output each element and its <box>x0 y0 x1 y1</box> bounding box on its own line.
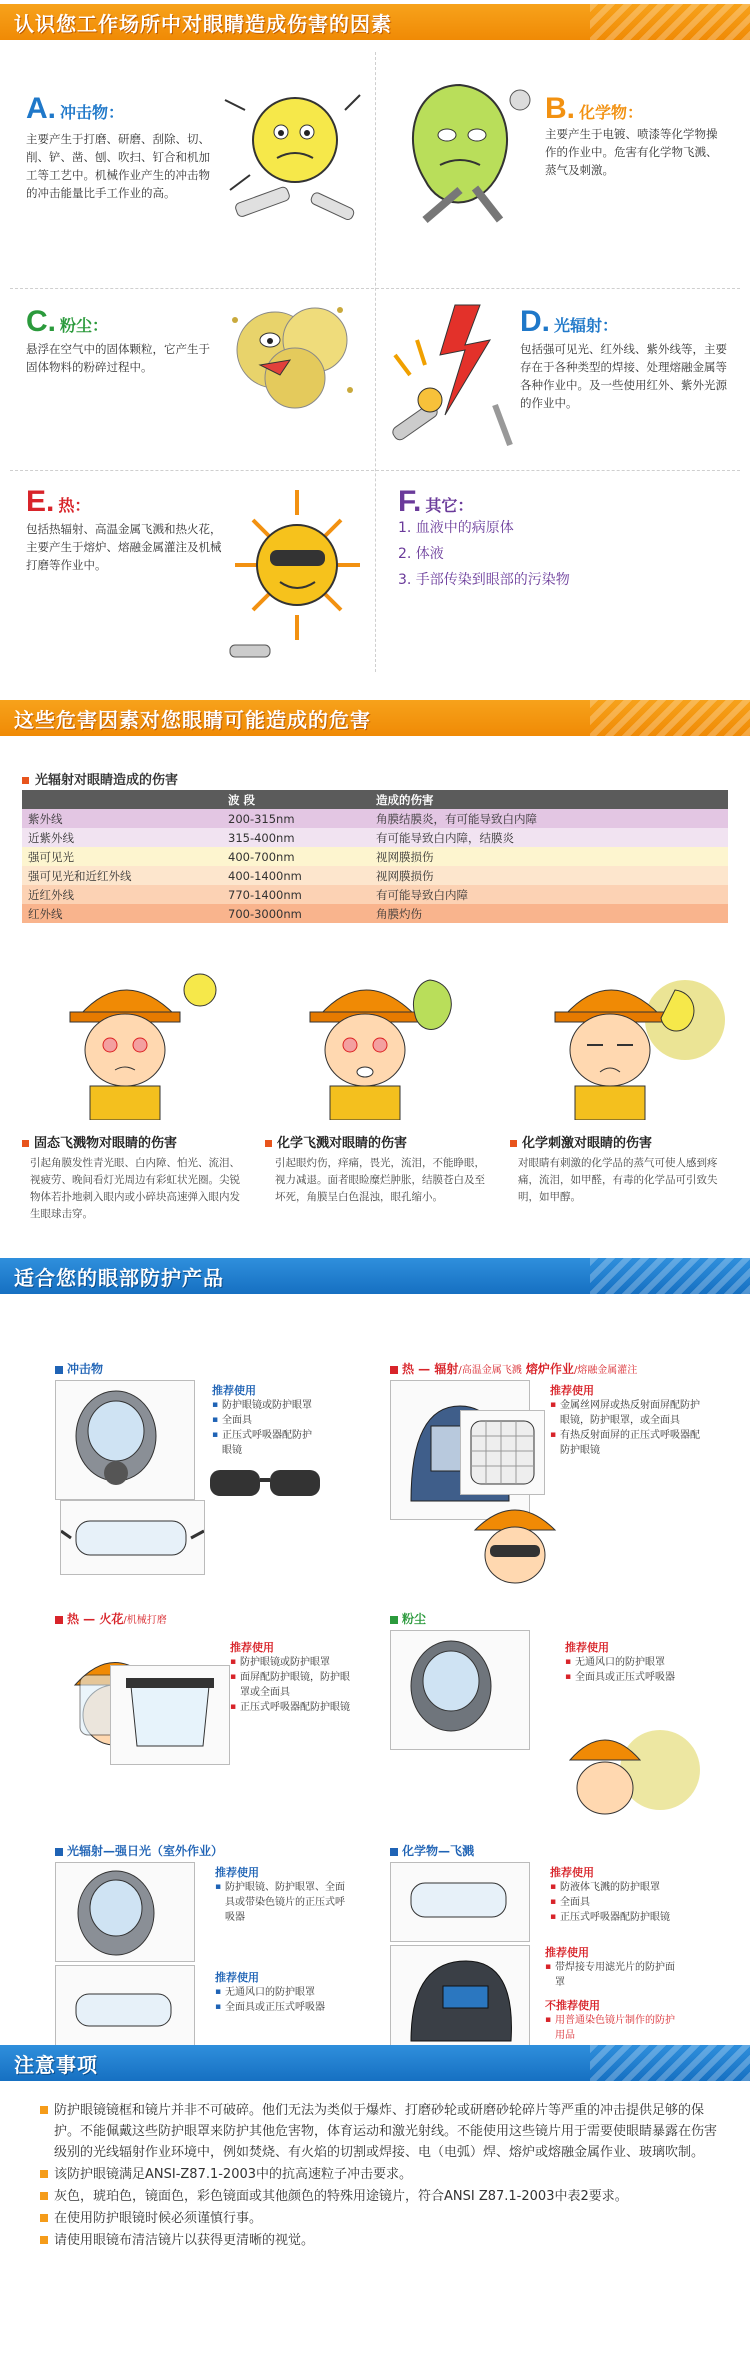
grid-divider <box>10 288 740 289</box>
product-glare-title: 光辐射—强日光（室外作业） <box>55 1842 223 1859</box>
worker-dust-icon <box>550 1710 700 1830</box>
product-heat-spark-title: 热 — 火花/机械打磨 <box>55 1610 167 1627</box>
product-dust-rec: 推荐使用 ▪ 无通风口的防护眼罩 ▪ 全面具或正压式呼吸器 <box>565 1640 705 1685</box>
notes-list <box>40 2100 720 2252</box>
product-glare-image-2 <box>55 1965 195 2055</box>
section4-banner <box>0 2045 750 2081</box>
table-cell: 视网膜损伤 <box>376 868 434 883</box>
table-cell: 强可见光和近红外线 <box>28 868 132 883</box>
injury-3-title: 化学刺激对眼睛的伤害 <box>510 1132 652 1151</box>
product-chem-image <box>390 1862 530 1942</box>
injury-3-desc: 对眼睛有刺激的化学品的蒸气可使人感到疼痛，流泪，如甲醛，有毒的化学品可引致失明，如甲醇。 <box>518 1157 718 1203</box>
worker-chemical-irritant-icon <box>525 960 725 1120</box>
table-row <box>22 904 728 923</box>
worker-chemical-icon <box>280 960 470 1120</box>
list-item: 请使用眼镜布清洁镜片以获得更清晰的视觉。 <box>40 2230 720 2251</box>
col-harm: 造成的伤害 <box>376 792 434 807</box>
product-heat-radiation-rec: 推荐使用 ▪ 金属丝网屏或热反射面屏配防护眼镜，防护眼罩，或全面具 ▪ 有热反射面屏的正压式呼吸器配防护眼镜 <box>550 1383 700 1458</box>
section2-banner <box>0 700 750 736</box>
injury-1-desc: 引起角膜发性青光眼、白内障、怕光、流泪、视疲劳、晚间看灯光周边有彩虹状光圈。尖锐物体若扑地刺入眼内或小碎块高速弹入眼内发生眼球击穿。 <box>30 1157 240 1220</box>
list-item: 1. 血液中的病原体 <box>398 520 514 536</box>
table-row <box>22 866 728 885</box>
table-cell: 视网膜损伤 <box>376 849 434 864</box>
product-dust-image <box>390 1630 530 1750</box>
hazard-e-letter: E. <box>26 485 55 518</box>
table-cell: 700-3000nm <box>228 906 302 921</box>
table-row <box>22 828 728 847</box>
hazard-c-name: 粉尘： <box>60 316 109 335</box>
hazard-f-heading <box>398 485 473 519</box>
injury-1-title: 固态飞溅物对眼睛的伤害 <box>22 1132 177 1151</box>
table-cell: 400-1400nm <box>228 868 302 883</box>
product-heat-spark-image <box>110 1665 230 1765</box>
product-glare-rec: 推荐使用 ▪ 防护眼镜、防护眼罩、全面具或带染色镜片的正压式呼吸器 <box>215 1865 350 1925</box>
table-title: 光辐射对眼睛造成的伤害 <box>22 769 178 788</box>
table-row <box>22 847 728 866</box>
hazard-d-letter: D. <box>520 305 550 338</box>
grid-divider <box>375 52 376 672</box>
product-impact-image <box>55 1380 195 1500</box>
hazard-a-heading <box>26 92 124 126</box>
radiation-cartoon-icon <box>385 295 515 465</box>
hazard-d-name: 光辐射： <box>554 316 619 335</box>
product-chem-title: 化学物—飞溅 <box>390 1842 474 1859</box>
dust-cartoon-icon <box>220 290 370 420</box>
chemical-cartoon-icon <box>385 70 535 250</box>
hazard-f-name: 其它： <box>425 496 474 515</box>
table-cell: 角膜灼伤 <box>376 906 422 921</box>
col-band: 波 段 <box>228 792 256 807</box>
hazard-c-heading <box>26 305 108 339</box>
hazard-b-heading <box>545 92 643 126</box>
table-cell: 近红外线 <box>28 887 74 902</box>
hazard-d-heading <box>520 305 618 339</box>
hazard-b-desc: 主要产生于电镀、喷漆等化学物操作的作业中。危害有化学物飞溅、蒸气及刺激。 <box>545 127 718 177</box>
product-chem-rec: 推荐使用 ▪ 防液体飞溅的防护眼罩 ▪ 全面具 ▪ 正压式呼吸器配防护眼镜 <box>550 1865 710 1925</box>
product-impact-glasses-icon <box>200 1450 340 1540</box>
table-cell: 角膜结膜炎，有可能导致白内障 <box>376 811 537 826</box>
product-dust-title: 粉尘 <box>390 1610 426 1627</box>
table-cell: 紫外线 <box>28 811 63 826</box>
section1-title: 认识您工作场所中对眼睛造成伤害的因素 <box>14 11 392 36</box>
table-cell: 有可能导致白内障，结膜炎 <box>376 830 514 845</box>
product-impact-rec: 推荐使用 ▪ 防护眼镜或防护眼罩 ▪ 全面具 ▪ 正压式呼吸器配防护眼镜 <box>212 1383 312 1458</box>
product-impact-title: 冲击物 <box>55 1360 103 1377</box>
table-header <box>22 790 728 809</box>
table-row <box>22 809 728 828</box>
table-cell: 315-400nm <box>228 830 295 845</box>
table-cell: 有可能导致白内障 <box>376 887 468 902</box>
list-item: 防护眼镜镜框和镜片并非不可破碎。他们无法为类似于爆炸、打磨砂轮或研磨砂轮碎片等严重的冲击提供足够的保护。不能佩戴这些防护眼罩来防护其他危害物，体育运动和激光射线。不能使用这些镜片用于需要使眼睛暴露在伤害级别的光线辐射作业环境中，例如焚烧、有火焰的切割或焊接、电（电弧）焊、熔炉或熔融金属作业、玻璃吹制。 <box>40 2100 720 2163</box>
section3-banner <box>0 1258 750 1294</box>
product-chem-rec-2: 推荐使用 ▪ 带焊接专用滤光片的防护面罩 不推荐使用 ▪ 用普通染色镜片制作的防护用品 <box>545 1945 675 2043</box>
table-cell: 红外线 <box>28 906 63 921</box>
table-cell: 200-315nm <box>228 811 295 826</box>
injury-2-title: 化学飞溅对眼睛的伤害 <box>265 1132 407 1151</box>
radiation-table <box>22 790 728 923</box>
product-heat-spark-rec: 推荐使用 ▪ 防护眼镜或防护眼罩 ▪ 面屏配防护眼镜，防护眼罩或全面具 ▪ 正压式呼吸器配防护眼镜 <box>230 1640 350 1715</box>
table-cell: 近紫外线 <box>28 830 74 845</box>
hazard-a-name: 冲击物： <box>60 103 125 122</box>
table-cell: 770-1400nm <box>228 887 302 902</box>
product-impact-goggles <box>60 1500 205 1575</box>
hazard-e-name: 热： <box>58 496 91 515</box>
hazard-e-heading <box>26 485 90 519</box>
list-item: 在使用防护眼镜时候必须谨慎行事。 <box>40 2208 720 2229</box>
hazard-d-desc: 包括强可见光、红外线、紫外线等，主要存在于各种类型的焊接、处理熔融金属等各种作业中。及一些使用红外、紫外光源的作业中。 <box>520 342 727 410</box>
hazard-c-desc: 悬浮在空气中的固体颗粒，它产生于固体物料的粉碎过程中。 <box>26 342 210 374</box>
impact-cartoon-icon <box>215 80 365 240</box>
product-glare-rec-2: 推荐使用 ▪ 无通风口的防护眼罩 ▪ 全面具或正压式呼吸器 <box>215 1970 350 2015</box>
section2-title: 这些危害因素对您眼睛可能造成的危害 <box>14 707 371 732</box>
list-item: 该防护眼镜满足ANSI-Z87.1-2003中的抗高速粒子冲击要求。 <box>40 2164 720 2185</box>
worker-heat-radiation-icon <box>450 1490 580 1590</box>
list-item: 灰色，琥珀色，镜面色，彩色镜面或其他颜色的特殊用途镜片，符合ANSI Z87.1-2003中表2要求。 <box>40 2186 720 2207</box>
section4-title: 注意事项 <box>14 2052 98 2077</box>
grid-divider <box>10 470 740 471</box>
heat-cartoon-icon <box>225 470 370 670</box>
hazard-c-letter: C. <box>26 305 56 338</box>
hazard-a-desc: 主要产生于打磨、研磨、刮除、切、削、铲、凿、刨、吹扫、钉合和机加工等工艺中。机械作业产生的冲击物的冲击能量比手工作业的高。 <box>26 132 210 200</box>
table-cell: 强可见光 <box>28 849 74 864</box>
hazard-f-letter: F. <box>398 485 422 518</box>
hazard-e-desc: 包括热辐射、高温金属飞溅和热火花，主要产生于熔炉、熔融金属灌注及机械打磨等作业中。 <box>26 522 222 572</box>
hazard-b-name: 化学物： <box>579 103 644 122</box>
hazard-b-letter: B. <box>545 92 575 125</box>
product-heat-radiation-title: 热 — 辐射/高温金属飞溅 熔炉作业/熔融金属灌注 <box>390 1360 637 1377</box>
table-cell: 400-700nm <box>228 849 295 864</box>
list-item: 2. 体液 <box>398 546 444 562</box>
product-heat-radiation-shield <box>460 1410 545 1495</box>
injury-2-desc: 引起眼灼伤，痒痛，畏光，流泪，不能睁眼，视力减退。面者眼睑糜烂肿胀，结膜苍白及至坏死，角膜呈白色混浊，眼孔缩小。 <box>275 1157 485 1203</box>
product-welding-helmet-image <box>390 1945 530 2055</box>
hazard-f-list <box>398 515 570 593</box>
section1-banner <box>0 4 750 40</box>
worker-impact-icon <box>40 960 230 1120</box>
product-glare-image <box>55 1862 195 1962</box>
list-item: 3. 手部传染到眼部的污染物 <box>398 572 570 588</box>
section3-title: 适合您的眼部防护产品 <box>14 1265 224 1290</box>
hazard-a-letter: A. <box>26 92 56 125</box>
table-row <box>22 885 728 904</box>
